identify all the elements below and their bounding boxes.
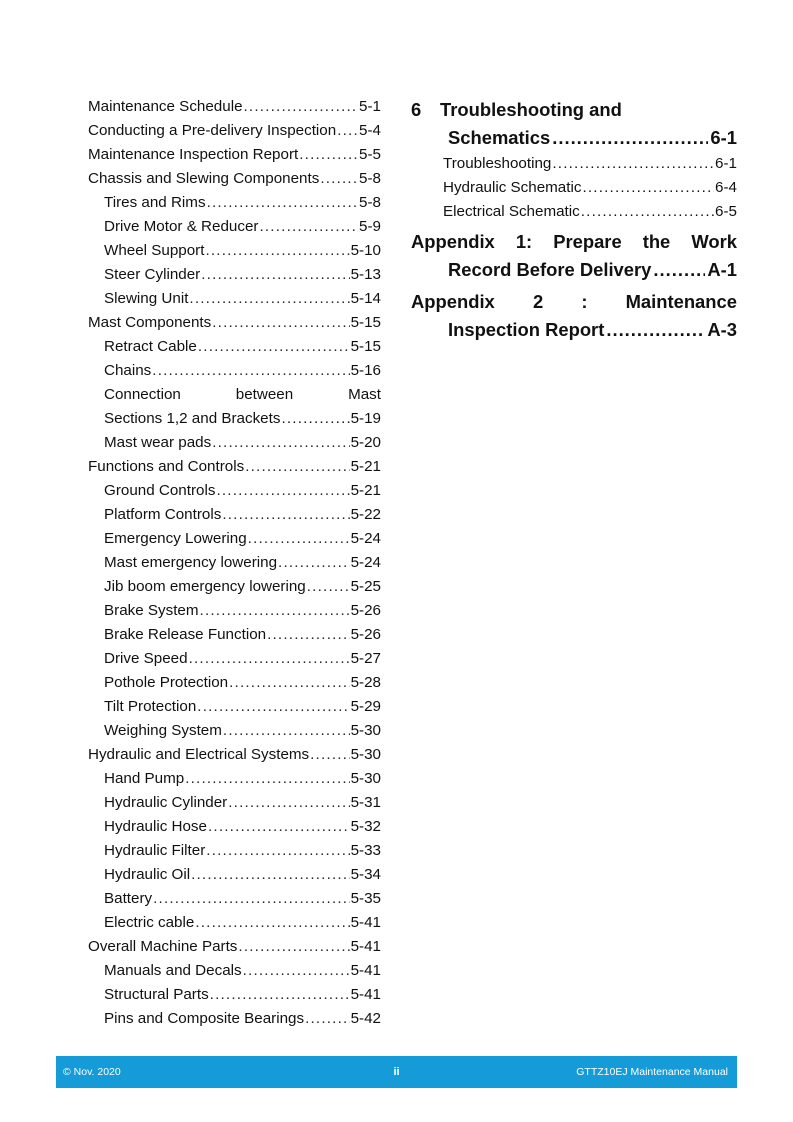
appendix-word: Maintenance (625, 291, 737, 312)
toc-entry-page: 5-35 (350, 890, 381, 907)
toc-entry-title: Mast emergency lowering (104, 554, 278, 571)
toc-dot-leader (207, 191, 358, 215)
toc-entry-title: Tilt Protection (104, 698, 197, 715)
toc-entry[interactable] (88, 791, 381, 815)
toc-entry-page: 5-34 (350, 866, 381, 883)
footer-copyright: © Nov. 2020 (63, 1066, 121, 1078)
toc-entry[interactable] (411, 200, 737, 224)
toc-dot-leader (653, 256, 705, 284)
toc-entry-page: 5-5 (359, 146, 381, 163)
toc-dot-leader (206, 839, 349, 863)
toc-entry-title: Electric cable (104, 914, 195, 931)
appendix-word: 1: (515, 231, 533, 252)
appendix-line1 (411, 288, 737, 316)
toc-entry-title: Emergency Lowering (104, 530, 247, 547)
chapter-number: 6 (411, 99, 422, 120)
toc-entry[interactable] (88, 1007, 381, 1031)
toc-entry[interactable] (88, 671, 381, 695)
appendix-page: A-3 (707, 319, 737, 340)
appendix-word: Appendix (411, 231, 495, 252)
toc-entry-title: Electrical Schematic (443, 203, 580, 220)
toc-entry-title: Pothole Protection (104, 674, 229, 691)
toc-dot-leader (191, 863, 350, 887)
toc-word: Mast (348, 386, 381, 403)
toc-entry-page: 5-29 (350, 698, 381, 715)
toc-entry-page: 5-1 (359, 98, 381, 115)
toc-entry[interactable] (411, 152, 737, 176)
toc-dot-leader (197, 695, 349, 719)
appendix-word: : (581, 291, 588, 312)
toc-entry[interactable] (88, 983, 381, 1007)
toc-entry-title: Tires and Rims (104, 194, 206, 211)
toc-entry-page: 5-14 (350, 290, 381, 307)
toc-dot-leader (200, 599, 350, 623)
toc-entry[interactable] (88, 431, 381, 455)
toc-entry[interactable] (88, 167, 381, 191)
toc-entry-page: 5-24 (350, 554, 381, 571)
toc-entry-page: 5-24 (350, 530, 381, 547)
toc-dot-leader (244, 95, 359, 119)
appendix-line1 (411, 228, 737, 256)
toc-dot-leader (243, 959, 350, 983)
toc-entry-title: Hydraulic and Electrical Systems (88, 746, 310, 763)
toc-entry-title: Manuals and Decals (104, 962, 242, 979)
chapter-heading-line1 (411, 96, 737, 124)
toc-entry-title: Slewing Unit (104, 290, 189, 307)
toc-entry[interactable] (88, 215, 381, 239)
toc-entry-page: 5-21 (350, 458, 381, 475)
toc-entry-title: Platform Controls (104, 506, 222, 523)
appendix-word: Appendix (411, 291, 495, 312)
toc-entry[interactable] (88, 695, 381, 719)
toc-dot-leader (216, 479, 349, 503)
toc-entry-title: Drive Speed (104, 650, 188, 667)
toc-entry-title: Battery (104, 890, 153, 907)
chapter-page: 6-1 (710, 127, 737, 148)
toc-dot-leader (245, 455, 349, 479)
toc-entry-page: 5-20 (350, 434, 381, 451)
toc-dot-leader (210, 983, 350, 1007)
toc-entry[interactable] (88, 599, 381, 623)
toc-entry-page: 6-1 (715, 155, 737, 172)
toc-dot-leader (212, 311, 349, 335)
toc-entry-title: Weighing System (104, 722, 222, 739)
toc-entry-page: 6-5 (715, 203, 737, 220)
toc-list (411, 152, 737, 224)
chapter-heading-line2 (411, 124, 737, 152)
appendix-word: Prepare (553, 231, 622, 252)
toc-entry-title: Maintenance Inspection Report (88, 146, 299, 163)
toc-dot-leader (238, 935, 349, 959)
toc-dot-leader (582, 176, 714, 200)
toc-entry[interactable] (88, 911, 381, 935)
footer-page-number: ii (393, 1066, 400, 1078)
toc-dot-leader (267, 623, 350, 647)
toc-entry-title: Hydraulic Schematic (443, 179, 582, 196)
toc-entry-page: 5-41 (350, 938, 381, 955)
toc-entry[interactable] (88, 815, 381, 839)
toc-entry-title: Hydraulic Oil (104, 866, 191, 883)
toc-dot-leader (212, 431, 349, 455)
toc-entry-title: Drive Motor & Reducer (104, 218, 259, 235)
toc-entry[interactable] (88, 479, 381, 503)
toc-dot-leader (201, 263, 349, 287)
toc-entry-page: 5-4 (359, 122, 381, 139)
toc-entry[interactable] (88, 863, 381, 887)
toc-dot-leader (198, 335, 350, 359)
toc-entry-page: 5-33 (350, 842, 381, 859)
toc-dot-leader (581, 200, 714, 224)
toc-dot-leader (552, 152, 714, 176)
toc-entry[interactable] (88, 935, 381, 959)
toc-entry[interactable] (88, 335, 381, 359)
toc-entry[interactable] (88, 647, 381, 671)
toc-entry[interactable] (88, 887, 381, 911)
appendix-page: A-1 (707, 259, 737, 280)
toc-entry[interactable] (88, 287, 381, 311)
toc-entry-page: 5-30 (350, 746, 381, 763)
toc-word: between (235, 386, 294, 403)
toc-word: Connection (104, 386, 181, 403)
appendix-word: Work (691, 231, 737, 252)
toc-entry-title: Hydraulic Filter (104, 842, 206, 859)
toc-dot-leader (153, 887, 349, 911)
toc-entry-title: Hand Pump (104, 770, 185, 787)
toc-entry-page: 5-31 (350, 794, 381, 811)
toc-chapter-6[interactable] (411, 96, 737, 152)
toc-entry-line2 (104, 407, 381, 431)
toc-entry-title: Ground Controls (104, 482, 216, 499)
toc-entry-title: Brake Release Function (104, 626, 267, 643)
toc-entry-title: Structural Parts (104, 986, 209, 1003)
toc-entry[interactable] (88, 239, 381, 263)
appendix-line2 (411, 256, 737, 284)
toc-entry-title: Steer Cylinder (104, 266, 201, 283)
toc-entry-page: 5-42 (350, 1010, 381, 1027)
toc-entry-page: 5-9 (359, 218, 381, 235)
toc-entry-title: Chassis and Slewing Components (88, 170, 320, 187)
toc-entry[interactable] (88, 455, 381, 479)
toc-dot-leader (259, 215, 358, 239)
toc-dot-leader (307, 575, 350, 599)
toc-dot-leader (606, 316, 705, 344)
toc-entry-page: 5-41 (350, 986, 381, 1003)
toc-entry-page: 5-30 (350, 770, 381, 787)
toc-right-column (411, 96, 737, 344)
toc-entry-page: 5-13 (350, 266, 381, 283)
toc-entry[interactable] (88, 719, 381, 743)
toc-entry-page: 5-41 (350, 962, 381, 979)
toc-list (88, 95, 381, 383)
toc-dot-leader (228, 791, 349, 815)
toc-entry-page: 5-28 (350, 674, 381, 691)
toc-dot-leader (310, 743, 349, 767)
toc-entry-page: 5-16 (350, 362, 381, 379)
toc-entry[interactable] (88, 575, 381, 599)
toc-entry-page: 5-10 (350, 242, 381, 259)
toc-entry[interactable] (88, 503, 381, 527)
toc-entry-page: 5-30 (350, 722, 381, 739)
toc-dot-leader (320, 167, 358, 191)
toc-entry-page: 5-26 (350, 602, 381, 619)
toc-entry-title: Mast Components (88, 314, 212, 331)
toc-entry-page: 5-27 (350, 650, 381, 667)
toc-entry-title: Sections 1,2 and Brackets (104, 410, 281, 427)
toc-dot-leader (281, 407, 349, 431)
toc-entry-page: 5-22 (350, 506, 381, 523)
toc-entry[interactable] (88, 743, 381, 767)
toc-entry-page: 5-15 (350, 314, 381, 331)
toc-entry-title: Brake System (104, 602, 199, 619)
toc-entry-title: Overall Machine Parts (88, 938, 238, 955)
toc-dot-leader (208, 815, 350, 839)
toc-dot-leader (248, 527, 350, 551)
toc-dot-leader (152, 359, 349, 383)
toc-entry[interactable] (88, 95, 381, 119)
toc-entry-page: 5-25 (350, 578, 381, 595)
toc-dot-leader (222, 503, 349, 527)
toc-entry-page: 5-15 (350, 338, 381, 355)
toc-dot-leader (229, 671, 349, 695)
page-footer (56, 1056, 737, 1088)
toc-entry[interactable] (88, 311, 381, 335)
toc-entry-page: 5-41 (350, 914, 381, 931)
toc-dot-leader (185, 767, 349, 791)
toc-entry-page: 5-8 (359, 170, 381, 187)
toc-entry[interactable] (88, 119, 381, 143)
toc-dot-leader (278, 551, 350, 575)
appendix-word: the (642, 231, 671, 252)
toc-entry[interactable] (88, 623, 381, 647)
toc-dot-leader (205, 239, 349, 263)
toc-entry-page: 6-4 (715, 179, 737, 196)
toc-entry-title: Wheel Support (104, 242, 205, 259)
toc-list (88, 431, 381, 1031)
toc-entry-page: 5-8 (359, 194, 381, 211)
toc-dot-leader (299, 143, 358, 167)
toc-appendix-1[interactable] (411, 228, 737, 284)
chapter-title-line1: Troubleshooting and (440, 99, 622, 120)
toc-entry[interactable] (88, 143, 381, 167)
toc-entry[interactable] (88, 527, 381, 551)
toc-entry-title: Troubleshooting (443, 155, 552, 172)
toc-entry-title: Chains (104, 362, 152, 379)
appendix-title: Inspection Report (448, 319, 605, 340)
toc-entry-page: 5-21 (350, 482, 381, 499)
toc-entry-page: 5-26 (350, 626, 381, 643)
toc-entry-title: Jib boom emergency lowering (104, 578, 306, 595)
toc-dot-leader (195, 911, 349, 935)
toc-entry-page: 5-32 (350, 818, 381, 835)
toc-left-column (88, 95, 381, 1031)
appendix-title: Record Before Delivery (448, 259, 652, 280)
toc-entry-line1 (104, 383, 381, 407)
toc-entry[interactable] (88, 359, 381, 383)
toc-entry[interactable] (88, 263, 381, 287)
toc-dot-leader (552, 124, 708, 152)
appendix-word: 2 (532, 291, 544, 312)
toc-entry-title: Mast wear pads (104, 434, 212, 451)
toc-entry[interactable] (88, 191, 381, 215)
toc-entry[interactable] (88, 551, 381, 575)
toc-dot-leader (337, 119, 358, 143)
toc-appendix-2[interactable] (411, 288, 737, 344)
toc-entry-title: Pins and Composite Bearings (104, 1010, 305, 1027)
appendix-line2 (411, 316, 737, 344)
toc-entry-title: Conducting a Pre-delivery Inspection (88, 122, 337, 139)
toc-dot-leader (189, 647, 350, 671)
toc-dot-leader (223, 719, 350, 743)
toc-entry-page: 5-19 (350, 410, 381, 427)
toc-entry-title: Maintenance Schedule (88, 98, 243, 115)
appendix-list (411, 228, 737, 344)
toc-entry-title: Hydraulic Cylinder (104, 794, 228, 811)
toc-entry[interactable] (411, 176, 737, 200)
toc-dot-leader (305, 1007, 350, 1031)
toc-entry[interactable] (88, 839, 381, 863)
footer-manual-title: GTTZ10EJ Maintenance Manual (576, 1066, 728, 1078)
toc-entry[interactable] (88, 959, 381, 983)
toc-entry-title: Retract Cable (104, 338, 197, 355)
toc-dot-leader (189, 287, 349, 311)
chapter-title-line2: Schematics (448, 127, 551, 148)
toc-entry-title: Hydraulic Hose (104, 818, 207, 835)
toc-entry[interactable] (88, 767, 381, 791)
toc-entry-title: Functions and Controls (88, 458, 245, 475)
toc-entry-connection-mast[interactable] (88, 383, 381, 431)
